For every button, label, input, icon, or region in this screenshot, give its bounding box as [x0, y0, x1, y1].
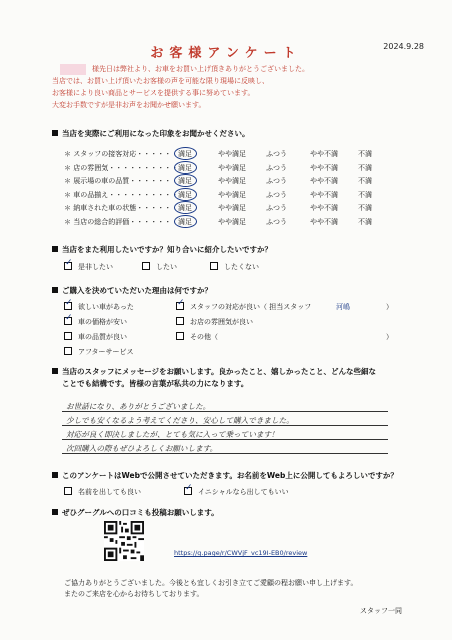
q5-heading: このアンケートはWebで公開させていただきます。お名前をWeb上に公開してもよろしいですか？	[52, 470, 398, 481]
q3-heading: ご購入を決めていただいた理由は何ですか？	[52, 285, 212, 296]
rating-option[interactable]: 不満	[358, 217, 372, 226]
checkbox-icon[interactable]	[176, 332, 184, 340]
rating-row-label: ＊ 納車された車の状態・・・・・	[64, 204, 172, 212]
q6-heading: ぜひグーグルへの口コミも投稿お願いします。	[52, 507, 219, 518]
rating-option[interactable]: ふつう	[266, 150, 287, 158]
q4-heading-line-2: ことでも結構です。皆様の言葉が私共の力になります。	[62, 379, 249, 388]
option-initials-ok[interactable]: ✓ イニシャルなら出してもいい	[185, 483, 289, 496]
thanks-line-1: ご協力ありがとうございました。今後とも宜しくお引き立てご愛顧の程お願い申し上げます。	[64, 579, 358, 587]
rating-option[interactable]: 満足	[178, 217, 192, 226]
checkbox-icon[interactable]	[176, 298, 185, 310]
rating-option[interactable]: やや不満	[310, 177, 338, 185]
rating-option[interactable]: 満足	[178, 150, 192, 158]
checkbox-icon[interactable]	[64, 347, 72, 355]
rating-option[interactable]: やや不満	[310, 217, 338, 226]
bullet-square-icon	[52, 130, 58, 136]
message-text-1: お世話になり、ありがとうございました。	[66, 402, 211, 411]
bullet-square-icon	[52, 509, 58, 515]
selected-circle-icon	[174, 174, 197, 187]
bullet-square-icon	[52, 368, 58, 374]
checkbox-icon[interactable]	[64, 487, 72, 495]
rating-row-label: ＊ 当店の総合的評価・・・・・・	[64, 217, 172, 226]
close-paren-other: ）	[386, 333, 393, 341]
rating-option[interactable]: やや満足	[218, 217, 246, 226]
intro-line-1: 様先日は弊社より、お車をお買い上げ頂きありがとうございました。	[92, 65, 309, 73]
rating-option[interactable]: やや不満	[310, 163, 338, 172]
option-definitely[interactable]: ✓ 是非したい	[65, 258, 113, 271]
rating-option[interactable]: 不満	[358, 190, 372, 199]
rating-option[interactable]: 不満	[358, 163, 372, 172]
reason-other[interactable]: その他（	[176, 332, 218, 342]
rating-row-label: ＊ 店の雰囲気・・・・・・・・・・	[64, 163, 179, 172]
rating-option[interactable]: 満足	[178, 163, 192, 172]
reason-atmosphere[interactable]: お店の雰囲気が良い	[176, 317, 253, 327]
selected-circle-icon	[174, 215, 197, 228]
bullet-square-icon	[52, 246, 58, 252]
rating-option[interactable]: やや満足	[218, 204, 246, 212]
selected-circle-icon	[174, 147, 197, 160]
q2-heading: 当店をまた利用したいですか？知り合いに紹介したいですか？	[52, 244, 272, 255]
q4-heading: 当店のスタッフにメッセージをお願いします。良かったこと、嬉しかったこと、どんな些細な	[52, 366, 376, 377]
selected-circle-icon	[174, 161, 197, 174]
rating-option[interactable]: やや満足	[218, 150, 246, 158]
rating-option[interactable]: やや不満	[310, 204, 338, 212]
staff-name: 河嶋	[336, 303, 350, 311]
checkmark-icon: ✓	[65, 298, 73, 308]
rating-option[interactable]: ふつう	[266, 177, 287, 185]
rating-option[interactable]: 満足	[178, 204, 192, 212]
selected-circle-icon	[174, 188, 197, 201]
bullet-square-icon	[52, 472, 58, 478]
checkmark-icon: ✓	[65, 258, 73, 268]
rating-option[interactable]: やや満足	[218, 163, 246, 172]
checkbox-icon[interactable]	[64, 313, 73, 325]
message-text-3: 対応が良く即決しましたが、とても気に入って乗っています！	[66, 430, 279, 439]
checkbox-icon[interactable]	[210, 262, 218, 270]
rating-option[interactable]: ふつう	[266, 217, 287, 226]
rating-row-label: ＊ スタッフの接客対応・・・・・	[64, 150, 172, 158]
checkmark-icon: ✓	[65, 313, 73, 323]
intro-line-3: お客様により良い商品とサービスを提供する事に努めています。	[52, 89, 255, 97]
q1-heading: 当店を実際にご利用になった印象をお聞かせください。	[52, 128, 250, 139]
reason-price[interactable]: ✓ 車の価格が安い	[65, 313, 127, 326]
thanks-line-2: またのご来店を心からお待ちしております。	[64, 590, 204, 598]
reason-after-service[interactable]: アフターサービス	[64, 347, 134, 357]
rating-option[interactable]: やや不満	[310, 190, 338, 199]
checkmark-icon: ✓	[177, 298, 185, 308]
reason-wanted-car[interactable]: ✓ 欲しい車があった	[65, 298, 134, 311]
close-paren: ）	[386, 303, 393, 311]
reason-staff[interactable]: ✓ スタッフの対応が良い（ 担当スタッフ	[177, 298, 312, 311]
rating-option[interactable]: 満足	[178, 190, 192, 199]
rating-option[interactable]: やや満足	[218, 177, 246, 185]
survey-title: お客様アンケート	[150, 46, 302, 61]
rating-option[interactable]: 不満	[358, 150, 372, 158]
checkbox-icon[interactable]	[64, 332, 72, 340]
rating-option[interactable]: ふつう	[266, 204, 287, 212]
intro-line-4: 大変お手数ですが是非お声をお聞かせ願います。	[52, 101, 206, 109]
redacted-customer-name	[60, 64, 86, 75]
signature: スタッフ一同	[360, 607, 402, 615]
checkbox-icon[interactable]	[184, 483, 193, 495]
option-name-ok[interactable]: 名前を出しても良い	[64, 487, 141, 497]
option-would-not[interactable]: したくない	[210, 262, 259, 272]
rating-option[interactable]: 不満	[358, 204, 372, 212]
checkbox-icon[interactable]	[176, 317, 184, 325]
review-link[interactable]: https://g.page/r/CWVjF_vc19I-EB0/review	[174, 549, 308, 557]
rating-option[interactable]: 満足	[178, 177, 192, 185]
checkbox-icon[interactable]	[142, 262, 150, 270]
checkbox-icon[interactable]	[64, 258, 73, 270]
intro-line-2: 当店では、お買い上げ頂いたお客様の声を可能な限り現場に反映し、	[52, 77, 269, 85]
message-text-2: 少しでも安くなるよう考えてくださり、安心して購入できました。	[66, 416, 294, 425]
checkmark-icon: ✓	[185, 483, 193, 493]
checkbox-icon[interactable]	[64, 298, 73, 310]
rating-option[interactable]: やや満足	[218, 190, 246, 199]
rating-option[interactable]: ふつう	[266, 163, 287, 172]
selected-circle-icon	[174, 201, 197, 214]
option-would[interactable]: したい	[142, 262, 177, 272]
survey-date: 2024.9.28	[383, 42, 424, 51]
reason-quality[interactable]: 車の品質が良い	[64, 332, 127, 342]
rating-option[interactable]: 不満	[358, 177, 372, 185]
rating-row-label: ＊ 展示場の車の品質・・・・・・	[64, 177, 172, 185]
qr-code-icon[interactable]	[104, 521, 144, 561]
rating-row-label: ＊ 車の品揃え・・・・・・・・・・	[64, 190, 179, 199]
bullet-square-icon	[52, 287, 58, 293]
rating-option[interactable]: やや不満	[310, 150, 338, 158]
rating-option[interactable]: ふつう	[266, 190, 287, 199]
message-text-4: 次回購入の際もぜひよろしくお願いします。	[66, 444, 218, 453]
